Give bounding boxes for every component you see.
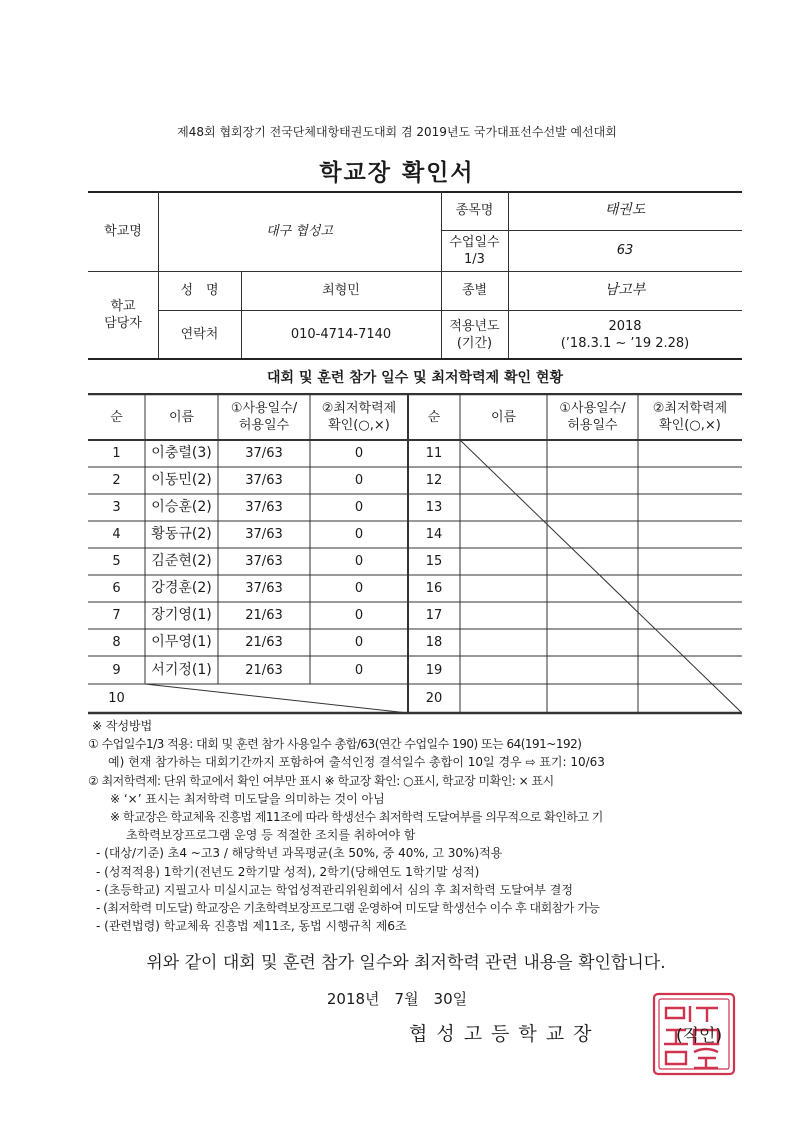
category-label: 종별 [461, 283, 488, 298]
empty-area-slash [460, 440, 742, 713]
row-check: 0 [354, 662, 364, 678]
row-name: 서기정(1) [151, 661, 212, 678]
row-days: 21/63 [245, 608, 283, 623]
event-value: 태권도 [604, 202, 646, 218]
row-number-right: 19 [425, 662, 443, 678]
participation-table [88, 393, 742, 715]
note-line: ※ ‘×’ 표시는 최저학력 미도달을 의미하는 것이 아님 [110, 791, 385, 806]
row-check: 0 [354, 446, 364, 461]
row-name: 이동민(2) [151, 472, 212, 488]
header-days-line1: ①사용일수/ [559, 401, 626, 416]
note-line: - (초등학교) 지필고사 미실시교는 학업성적관리위원회에서 심의 후 최저학력 도달여부 결정 [96, 882, 573, 897]
manager-label-line2: 담당자 [104, 316, 142, 331]
row-number: 1 [112, 446, 121, 461]
year-value-line2: (’18.3.1 ~ ’19 2.28) [560, 335, 690, 351]
row-name: 이무영(1) [151, 634, 212, 650]
note-line: ① 수업일수1/3 적용: 대회 및 훈련 참가 사용일수 총합/63(연간 수업일수 190) 또는 64(191~192) [88, 737, 582, 752]
header-name: 이름 [168, 409, 195, 425]
header-check-line1: ②최저학력제 [652, 401, 728, 416]
row-number-right: 17 [425, 608, 443, 623]
row-number: 8 [112, 635, 121, 650]
row-check: 0 [354, 500, 364, 515]
note-line: ② 최저학력제: 단위 학교에서 확인 여부만 표시 ※ 학교장 확인: ○표시, 학교장 미확인: × 표시 [88, 773, 554, 788]
note-line: - (성적적용) 1학기(전년도 2학기말 성적), 2학기(당해연도 1학기말 성적) [96, 864, 480, 879]
writing-instructions [88, 717, 748, 935]
days-value: 63 [616, 243, 634, 258]
row-days: 37/63 [245, 581, 283, 596]
row-days: 37/63 [245, 554, 283, 569]
row-name: 강경훈(2) [151, 580, 212, 596]
header-days-right [547, 394, 638, 440]
year-label [441, 310, 508, 359]
row-name: 이승훈(2) [151, 499, 212, 515]
header-name-right: 이름 [490, 409, 517, 425]
row-check: 0 [354, 527, 364, 542]
seal-note: (직인) [676, 1026, 723, 1046]
row-check: 0 [354, 473, 364, 488]
row-days: 37/63 [245, 527, 283, 542]
note-line: 초학력보장프로그램 운영 등 적절한 조치를 취하여야 함 [126, 828, 416, 843]
year-label-line1: 적용년도 [449, 318, 500, 334]
note-line: - (관련법령) 학교체육 진흥법 제11조, 동법 시행규칙 제6조 [96, 919, 407, 934]
row-days: 37/63 [245, 473, 283, 488]
header-check [310, 394, 408, 440]
header-days [218, 394, 310, 440]
row-number-right: 16 [425, 581, 443, 596]
row-name: 이충렬(3) [151, 445, 212, 461]
row-days: 21/63 [245, 635, 283, 650]
year-value-line1: 2018 [608, 318, 642, 334]
row-days: 37/63 [245, 446, 283, 461]
row-number: 9 [112, 662, 121, 678]
row-number-right: 12 [425, 473, 443, 488]
header-check-line2: 확인(○,×) [328, 418, 390, 433]
header-no-right: 순 [427, 409, 441, 425]
header-check-line1: ②최저학력제 [321, 401, 397, 416]
name-label: 성 명 [180, 283, 219, 298]
row-name: 황동규(2) [151, 526, 212, 542]
row-check: 0 [354, 608, 364, 623]
row-number: 7 [112, 608, 121, 623]
header-days-line2: 허용일수 [238, 418, 290, 433]
empty-cell-slash [145, 684, 408, 713]
manager-label [88, 271, 158, 359]
header-no: 순 [110, 409, 123, 425]
row-number-right: 13 [425, 500, 443, 515]
principal-signature-line: 협성고등학교장 [409, 1023, 601, 1045]
year-value [508, 310, 742, 359]
row-check: 0 [354, 581, 364, 596]
days-label-line2: 1/3 [464, 251, 485, 267]
note-line: - (대상/기준) 초4 ~고3 / 해당학년 과목평균(초 50%, 중 40%, 고 30%)적용 [96, 846, 503, 861]
category-value: 남고부 [604, 282, 646, 298]
contact-value: 010-4714-7140 [290, 327, 392, 342]
row-days: 37/63 [245, 500, 283, 515]
document-title: 학교장 확인서 [319, 160, 475, 186]
note-line: 예) 현재 참가하는 대회기간까지 포함하여 출석인정 결석일수 총합이 10일 경우 ⇨ 표기: 10/63 [108, 755, 605, 770]
event-label: 종목명 [455, 203, 494, 218]
row-number-right: 14 [425, 527, 443, 542]
row-number-right: 15 [425, 554, 443, 569]
days-label [441, 230, 508, 271]
document-subtitle: 제48회 협회장기 전국단체대항태권도대회 겸 2019년도 국가대표선수선발 예선대회 [177, 125, 617, 139]
school-label: 학교명 [104, 223, 142, 239]
row-number: 3 [112, 500, 121, 515]
row-number: 6 [112, 581, 121, 596]
note-line: ※ 학교장은 학교체육 진흥법 제11조에 따라 학생선수 최저학력 도달여부를 의무적으로 확인하고 기 [110, 810, 603, 825]
row-number: 4 [112, 527, 121, 542]
row-number-right: 11 [425, 446, 443, 461]
row-check: 0 [354, 554, 364, 569]
contact-label: 연락처 [180, 327, 219, 342]
note-line: - (최저학력 미도달) 학교장은 기초학력보장프로그램 운영하여 미도달 학생선수 이수 후 대회참가 가능 [96, 901, 600, 916]
row-number-right: 18 [425, 635, 443, 650]
row-number: 5 [112, 554, 121, 569]
issue-date: 2018년 7월 30일 [326, 990, 468, 1008]
manager-label-line1: 학교 [110, 299, 136, 314]
school-value: 대구 협성고 [266, 223, 333, 239]
row-number-right: 20 [425, 691, 443, 706]
header-check-line2: 확인(○,×) [659, 418, 721, 433]
row-check: 0 [354, 635, 364, 650]
row-name: 장기영(1) [151, 607, 212, 623]
row-number: 10 [108, 691, 125, 706]
confirmation-statement: 위와 같이 대회 및 훈련 참가 일수와 최저학력 관련 내용을 확인합니다. [146, 953, 666, 973]
row-number: 2 [112, 473, 121, 488]
name-value: 최형민 [322, 283, 360, 298]
header-days-line1: ①사용일수/ [230, 401, 298, 416]
days-label-line1: 수업일수 [449, 234, 500, 250]
header-days-line2: 허용일수 [567, 418, 618, 433]
notes-heading: ※ 작성방법 [92, 719, 153, 733]
section-title: 대회 및 훈련 참가 일수 및 최저학력제 확인 현황 [267, 370, 563, 386]
header-check-right [638, 394, 742, 440]
year-label-line2: (기간) [456, 335, 493, 351]
row-name: 김준현(2) [151, 553, 212, 569]
row-days: 21/63 [245, 662, 283, 678]
